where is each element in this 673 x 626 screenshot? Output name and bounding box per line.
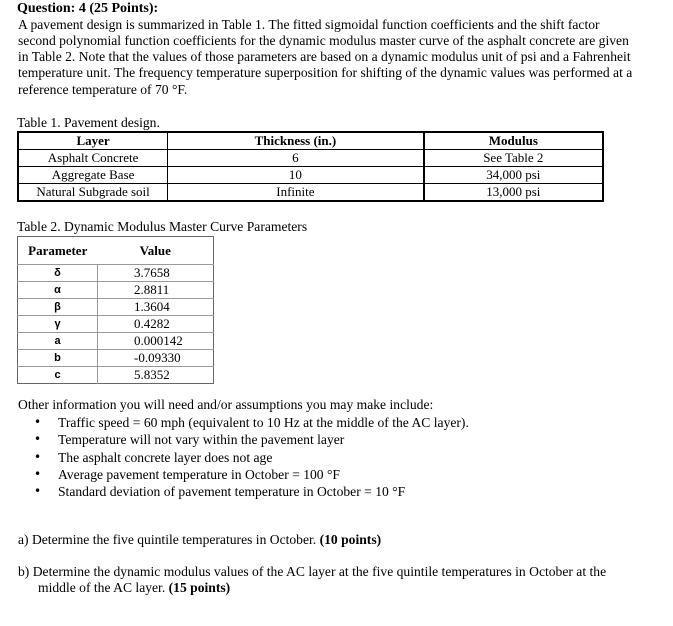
parameter-cell: α bbox=[18, 282, 98, 299]
modulus-cell: 13,000 psi bbox=[424, 184, 603, 202]
list-item: • The asphalt concrete layer does not age bbox=[34, 449, 469, 466]
parameter-cell: β bbox=[18, 299, 98, 316]
intro-line-2: second polynomial function coefficients for the dynamic modulus master curve of the asphalt concrete are given bbox=[18, 33, 629, 48]
layer-cell: Natural Subgrade soil bbox=[18, 184, 168, 202]
column-header-modulus: Modulus bbox=[424, 132, 603, 150]
table-row bbox=[18, 265, 214, 282]
assumptions-list bbox=[34, 414, 469, 500]
parameter-cell: δ bbox=[18, 265, 98, 282]
list-item: • Traffic speed = 60 mph (equivalent to 10 Hz at the middle of the AC layer). bbox=[34, 414, 469, 431]
part-b-line-2 bbox=[38, 580, 230, 596]
value-cell: 1.3604 bbox=[98, 299, 214, 316]
list-item: • Temperature will not vary within the pavement layer bbox=[34, 431, 469, 448]
table-row bbox=[18, 367, 214, 384]
intro-line-1: A pavement design is summarized in Table 1. The fitted sigmoidal function coefficients and the shift factor bbox=[18, 17, 600, 32]
modulus-cell: 34,000 psi bbox=[424, 167, 603, 184]
value-cell: 0.4282 bbox=[98, 316, 214, 333]
table-row bbox=[18, 350, 214, 367]
value-cell: 2.8811 bbox=[98, 282, 214, 299]
parameter-cell: a bbox=[18, 333, 98, 350]
thickness-cell: 6 bbox=[168, 150, 423, 167]
layer-cell: Asphalt Concrete bbox=[18, 150, 168, 167]
pavement-design-table bbox=[17, 131, 604, 202]
list-item: • Average pavement temperature in October = 100 °F bbox=[34, 466, 469, 483]
value-cell: -0.09330 bbox=[98, 350, 214, 367]
value-cell: 0.000142 bbox=[98, 333, 214, 350]
column-header-layer: Layer bbox=[18, 132, 168, 150]
value-cell: 3.7658 bbox=[98, 265, 214, 282]
question-title: Question: 4 (25 Points): bbox=[17, 1, 159, 16]
thickness-cell: Infinite bbox=[168, 184, 423, 202]
table2-caption: Table 2. Dynamic Modulus Master Curve Parameters bbox=[17, 219, 308, 234]
table-row bbox=[18, 299, 214, 316]
column-header-thickness: Thickness (in.) bbox=[168, 132, 423, 150]
master-curve-parameters-table bbox=[17, 236, 214, 384]
intro-line-5: reference temperature of 70 °F. bbox=[18, 82, 188, 97]
column-header-value: Value bbox=[139, 242, 171, 258]
intro-line-4: temperature unit. The frequency temperature superposition for shifting of the dynamic values was performed at a bbox=[18, 65, 633, 80]
table-row bbox=[18, 167, 603, 184]
table-row bbox=[18, 282, 214, 299]
value-cell: 5.8352 bbox=[98, 367, 214, 384]
table-header-row bbox=[18, 237, 214, 265]
table-header-row bbox=[18, 132, 603, 150]
list-item: • Standard deviation of pavement temperature in October = 10 °F bbox=[34, 483, 469, 500]
thickness-cell: 10 bbox=[168, 167, 423, 184]
parameter-cell: c bbox=[18, 367, 98, 384]
parameter-cell: b bbox=[18, 350, 98, 367]
layer-cell: Aggregate Base bbox=[18, 167, 168, 184]
part-b-line-1: b) Determine the dynamic modulus values of the AC layer at the five quintile temperatures in October at the bbox=[18, 564, 607, 579]
part-b-text: middle of the AC layer. bbox=[38, 580, 169, 595]
part-a bbox=[18, 532, 381, 548]
part-a-points: (10 points) bbox=[319, 532, 382, 547]
part-b-points: (15 points) bbox=[168, 580, 231, 595]
table-row bbox=[18, 333, 214, 350]
info-heading: Other information you will need and/or assumptions you may make include: bbox=[18, 397, 434, 412]
parameter-cell: γ bbox=[18, 316, 98, 333]
modulus-cell: See Table 2 bbox=[424, 150, 603, 167]
table-row bbox=[18, 150, 603, 167]
column-header-parameter: Parameter bbox=[28, 242, 88, 258]
part-a-text: a) Determine the five quintile temperatures in October. bbox=[18, 532, 320, 547]
table-row bbox=[18, 316, 214, 333]
table1-caption: Table 1. Pavement design. bbox=[17, 115, 160, 130]
intro-line-3: in Table 2. Note that the values of those parameters are based on a dynamic modulus unit of psi and a Fahrenheit bbox=[18, 49, 631, 64]
table-row bbox=[18, 184, 603, 202]
